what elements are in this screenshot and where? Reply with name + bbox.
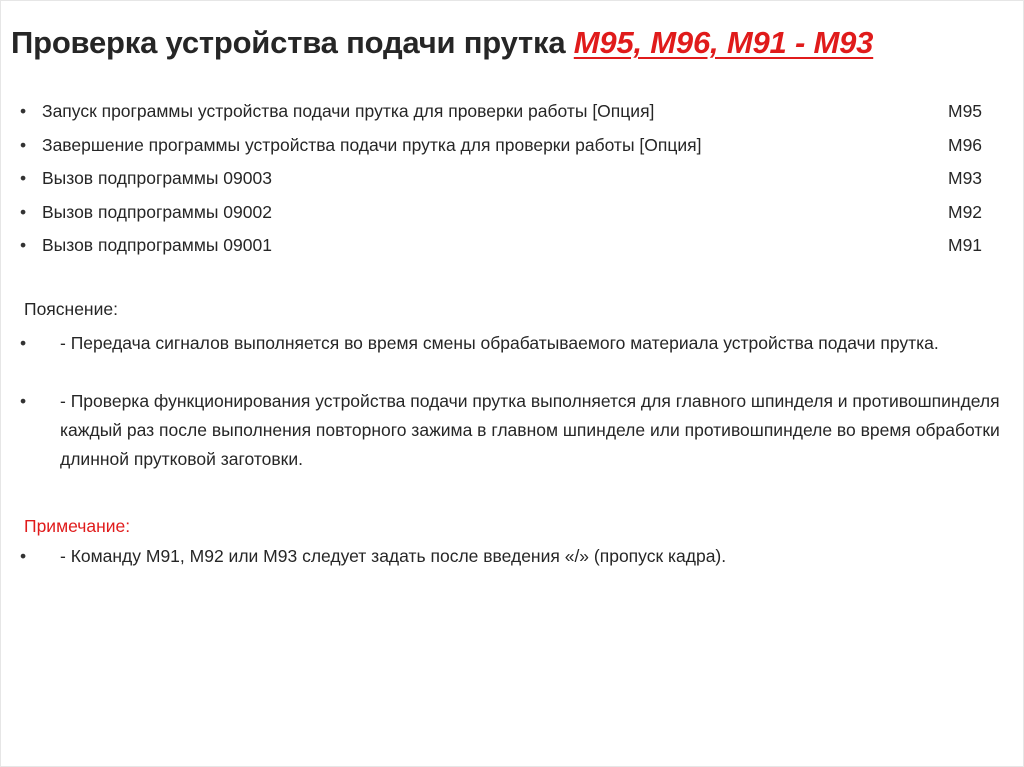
- bullet-icon: •: [20, 235, 27, 255]
- code-value: M96: [948, 134, 983, 155]
- code-description: Вызов подпрограммы 09002: [42, 201, 272, 222]
- explanation-item: [20, 329, 1010, 387]
- bullet-icon: •: [20, 134, 27, 155]
- bullet-icon: •: [20, 333, 27, 353]
- title-codes: M95, M96, M91 - M93: [573, 25, 874, 60]
- code-value: M92: [948, 201, 983, 222]
- code-description: Вызов подпрограммы 09001: [42, 235, 272, 255]
- code-item: [20, 198, 1000, 232]
- code-value: M91: [948, 235, 983, 255]
- explanation-heading: Пояснение:: [24, 299, 118, 319]
- explanation-text: - Передача сигналов выполняется во время смены обрабатываемого материала устройства подачи прутка.: [60, 333, 939, 353]
- code-item: [20, 131, 1000, 165]
- note-text: - Команду M91, M92 или M93 следует задать после введения «/» (пропуск кадра).: [60, 546, 727, 566]
- title-main: Проверка устройства подачи прутка: [11, 25, 574, 60]
- code-value: M93: [948, 168, 983, 188]
- page-title: [11, 19, 873, 67]
- code-item: [20, 97, 1000, 131]
- code-value: M95: [948, 101, 983, 121]
- bullet-icon: •: [20, 201, 27, 222]
- code-item: [20, 164, 1000, 198]
- bullet-icon: •: [20, 168, 27, 188]
- explanation-text: - Проверка функционирования устройства подачи прутка выполняется для главного шпинделя и противошпинделя каждый раз после выполнения повторного зажима в главном шпинделе или противошпинделе во время обработки длинной прутковой заготовки.: [60, 391, 1000, 469]
- note-list: [20, 542, 1010, 571]
- bullet-icon: •: [20, 101, 27, 121]
- code-description: Запуск программы устройства подачи прутка для проверки работы [Опция]: [42, 101, 655, 121]
- code-list: [20, 97, 1000, 265]
- code-item: [20, 231, 1000, 265]
- note-item: [20, 542, 1010, 571]
- bullet-icon: •: [20, 546, 27, 566]
- explanation-item: [20, 387, 1010, 474]
- bullet-icon: •: [20, 391, 27, 411]
- explanation-list: [20, 329, 1010, 474]
- code-description: Завершение программы устройства подачи прутка для проверки работы [Опция]: [42, 134, 702, 155]
- note-heading: Примечание:: [24, 516, 131, 536]
- code-description: Вызов подпрограммы 09003: [42, 168, 272, 188]
